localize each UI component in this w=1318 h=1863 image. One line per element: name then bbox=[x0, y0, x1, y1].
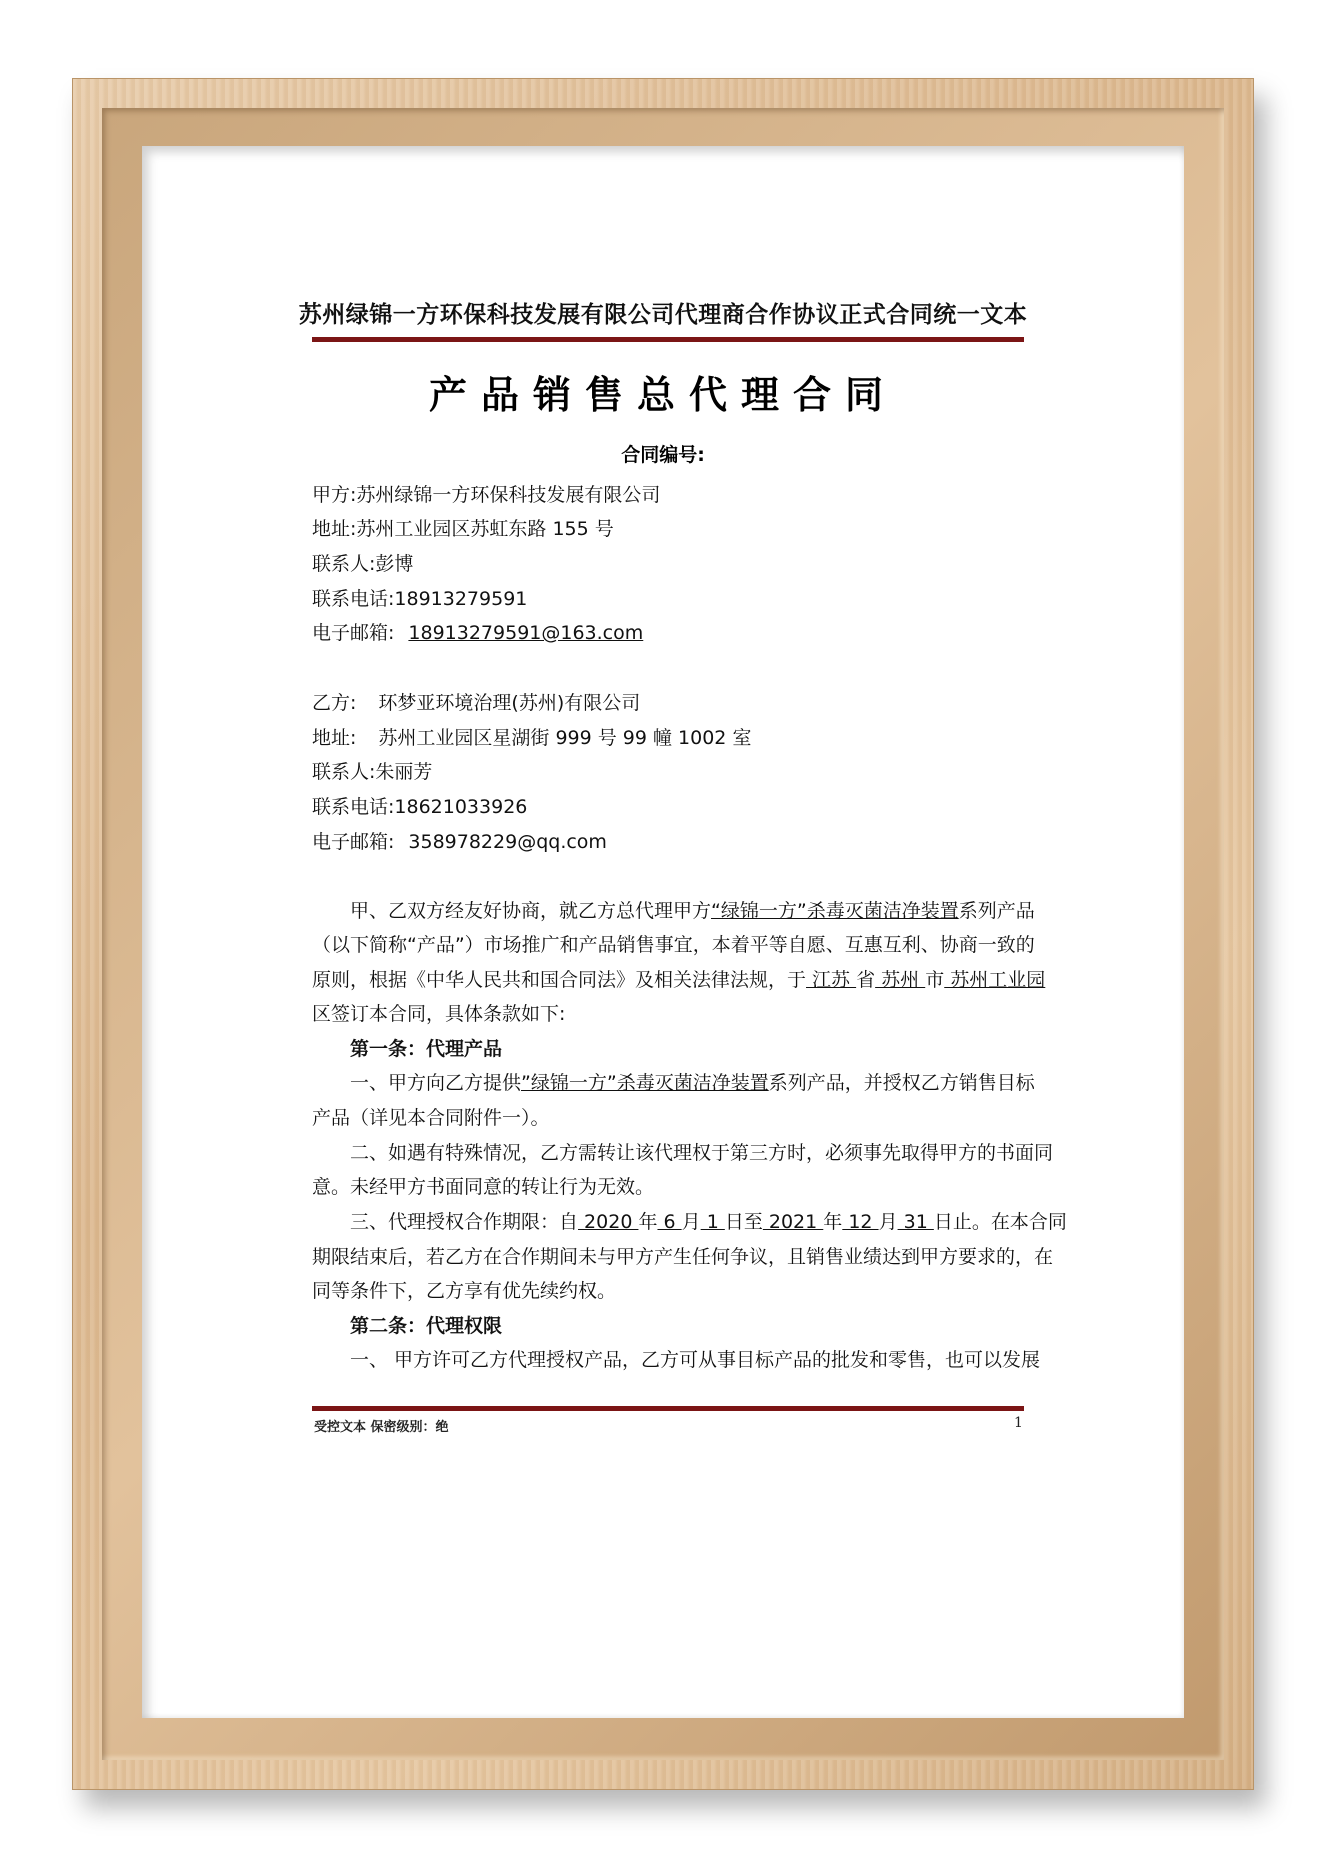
party-b-email: 358978229@qq.com bbox=[408, 831, 607, 853]
header-title: 苏州绿锦一方环保科技发展有限公司代理商合作协议正式合同统一文本 bbox=[298, 302, 1028, 328]
party-b-name-row bbox=[312, 688, 640, 715]
party-b-phone-label: 联系电话: bbox=[312, 796, 395, 818]
party-b-contact-row bbox=[312, 757, 432, 784]
header-divider bbox=[312, 337, 1024, 342]
article-2-p1-line-1: 一、 甲方许可乙方代理授权产品，乙方可从事目标产品的批发和零售，也可以发展 bbox=[350, 1349, 1041, 1371]
article-1-p1-line-2: 产品（详见本合同附件一）。 bbox=[312, 1107, 550, 1129]
party-a-email-label: 电子邮箱: bbox=[312, 622, 395, 644]
article-text: 日止。在本合同 bbox=[933, 1211, 1067, 1233]
party-a-phone-label: 联系电话: bbox=[312, 588, 395, 610]
article-1-p3-line-2: 期限结束后，若乙方在合作期间未与甲方产生任何争议，且销售业绩达到甲方要求的，在 bbox=[312, 1246, 1054, 1268]
party-a-address-label: 地址: bbox=[312, 518, 357, 540]
intro-province: 江苏 bbox=[806, 969, 857, 991]
intro-text: 市 bbox=[925, 969, 945, 991]
party-a-contact-row bbox=[312, 549, 413, 576]
article-text: 月 bbox=[681, 1211, 701, 1233]
intro-text: 省 bbox=[856, 969, 876, 991]
article-text: 月 bbox=[878, 1211, 898, 1233]
footer-divider bbox=[312, 1406, 1024, 1411]
intro-text: 原则，根据《中华人民共和国合同法》及相关法律法规，于 bbox=[312, 969, 807, 991]
picture-frame bbox=[72, 78, 1254, 1790]
party-a-address-row bbox=[312, 514, 614, 541]
party-b-address: 苏州工业园区星湖街 999 号 99 幢 1002 室 bbox=[378, 727, 752, 749]
article-2-heading: 第二条：代理权限 bbox=[350, 1315, 503, 1337]
contract-number-label: 合同编号: bbox=[621, 444, 705, 466]
end-year: 2021 bbox=[762, 1211, 824, 1233]
start-day: 1 bbox=[700, 1211, 725, 1233]
party-a-contact-label: 联系人: bbox=[312, 553, 376, 575]
party-a-contact: 彭博 bbox=[375, 553, 414, 575]
end-month: 12 bbox=[842, 1211, 879, 1233]
party-b-phone: 18621033926 bbox=[394, 796, 528, 818]
party-b-contact: 朱丽芳 bbox=[375, 761, 433, 783]
intro-line-3 bbox=[312, 965, 1046, 992]
article-text: 一、甲方向乙方提供 bbox=[350, 1072, 522, 1094]
start-year: 2020 bbox=[578, 1211, 639, 1233]
article-1-p3-line-1 bbox=[312, 1207, 1067, 1234]
intro-line-1 bbox=[312, 896, 1035, 923]
article-1-p3-line-3: 同等条件下，乙方享有优先续约权。 bbox=[312, 1280, 617, 1302]
intro-line-2: （以下简称“产品”）市场推广和产品销售事宜，本着平等自愿、互惠互利、协商一致的 bbox=[312, 934, 1035, 956]
party-b-phone-row bbox=[312, 792, 527, 819]
party-b-address-label: 地址: bbox=[312, 727, 357, 749]
party-a-phone-row bbox=[312, 584, 527, 611]
article-text: 系列产品，并授权乙方销售目标 bbox=[768, 1072, 1035, 1094]
footer-classification: 受控文本 保密级别：绝 bbox=[314, 1420, 449, 1435]
intro-line-4: 区签订本合同，具体条款如下: bbox=[312, 1003, 566, 1025]
intro-city: 苏州 bbox=[875, 969, 926, 991]
party-b-address-row bbox=[312, 723, 751, 750]
document-title: 产品销售总代理合同 bbox=[428, 373, 897, 417]
article-text: 日至 bbox=[724, 1211, 763, 1233]
document-page bbox=[142, 146, 1184, 1718]
party-a-phone: 18913279591 bbox=[394, 588, 528, 610]
party-a-name-row bbox=[312, 480, 660, 507]
article-1-p2-line-1: 二、如遇有特殊情况，乙方需转让该代理权于第三方时，必须事先取得甲方的书面同 bbox=[350, 1142, 1054, 1164]
party-a-address: 苏州工业园区苏虹东路 155 号 bbox=[356, 518, 614, 540]
intro-text: 系列产品 bbox=[958, 900, 1035, 922]
party-b-contact-label: 联系人: bbox=[312, 761, 376, 783]
article-text: 年 bbox=[823, 1211, 843, 1233]
intro-text: 甲、乙双方经友好协商，就乙方总代理甲方 bbox=[350, 900, 712, 922]
article-text: 三、代理授权合作期限：自 bbox=[350, 1211, 579, 1233]
article-text: 年 bbox=[638, 1211, 658, 1233]
page-number: 1 bbox=[1014, 1415, 1023, 1431]
party-a-email-row bbox=[312, 618, 643, 645]
party-a-email-link[interactable]: 18913279591@163.com bbox=[408, 622, 644, 644]
intro-product-name: “绿锦一方”杀毒灭菌洁净装置 bbox=[711, 900, 959, 922]
party-b-name: 环梦亚环境治理(苏州)有限公司 bbox=[378, 692, 641, 714]
start-month: 6 bbox=[657, 1211, 682, 1233]
end-day: 31 bbox=[897, 1211, 934, 1233]
article-1-p2-line-2: 意。未经甲方书面同意的转让行为无效。 bbox=[312, 1176, 655, 1198]
party-b-email-label: 电子邮箱: bbox=[312, 831, 395, 853]
party-b-name-label: 乙方: bbox=[312, 692, 357, 714]
article-1-product-name: ”绿锦一方”杀毒灭菌洁净装置 bbox=[521, 1072, 769, 1094]
party-b-email-row bbox=[312, 827, 607, 854]
intro-district: 苏州工业园 bbox=[944, 969, 1046, 991]
party-a-name-label: 甲方: bbox=[312, 484, 357, 506]
party-a-name: 苏州绿锦一方环保科技发展有限公司 bbox=[356, 484, 661, 506]
article-1-heading: 第一条：代理产品 bbox=[350, 1038, 503, 1060]
article-1-p1-line-1 bbox=[312, 1068, 1035, 1095]
